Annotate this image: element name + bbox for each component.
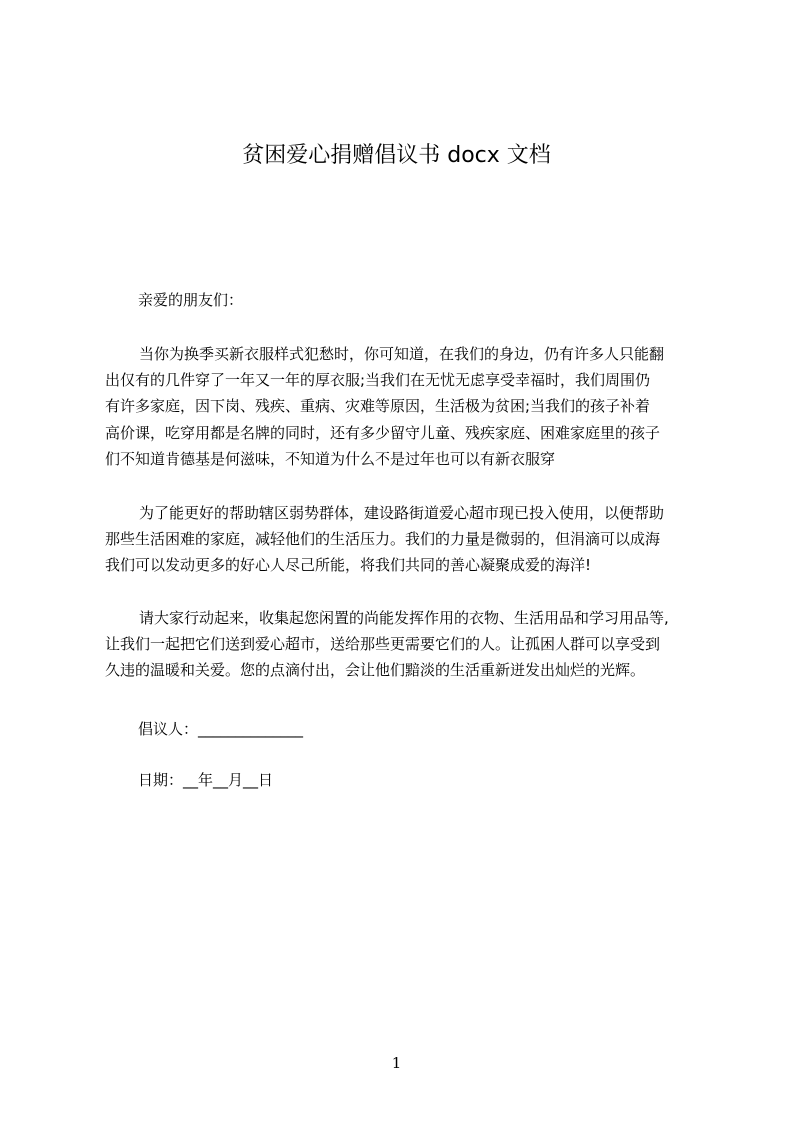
- greeting: 亲爱的朋友们：: [138, 291, 244, 309]
- paragraph-line: 高价课，吃穿用都是名牌的同时，还有多少留守儿童、残疾家庭、困难家庭里的孩子: [105, 423, 661, 442]
- page-number: 1: [391, 1054, 402, 1072]
- paragraph-3: [105, 605, 701, 684]
- date-line: 日期：__年__月__日: [138, 771, 274, 789]
- paragraph-line: 我们可以发动更多的好心人尽己所能，将我们共同的善心凝聚成爱的海洋!: [105, 556, 592, 575]
- paragraph-line: 有许多家庭，因下岗、残疾、重病、灾难等原因，生活极为贫困;当我们的孩子补着: [105, 397, 651, 416]
- paragraph-line: 那些生活困难的家庭，减轻他们的生活压力。我们的力量是微弱的，但涓滴可以成海: [105, 530, 661, 549]
- paragraph-line: 当你为换季买新衣服样式犯愁时，你可知道，在我们的身边，仍有许多人只能翻: [139, 345, 665, 363]
- paragraph-line: 为了能更好的帮助辖区弱势群体，建设路街道爱心超市现已投入使用，以便帮助: [139, 504, 665, 522]
- document-title: 贫困爱心捐赠倡议书 docx 文档: [242, 143, 551, 168]
- paragraph-1: [105, 341, 701, 472]
- paragraph-line: 让我们一起把它们送到爱心超市，送给那些更需要它们的人。让孤困人群可以享受到: [105, 635, 661, 654]
- paragraph-line: 们不知道肯德基是何滋味，不知道为什么不是过年也可以有新衣服穿: [105, 449, 556, 468]
- paragraph-2: [105, 500, 701, 579]
- paragraph-line: 出仅有的几件穿了一年又一年的厚衣服;当我们在无忧无虑享受幸福时，我们周围仍: [105, 371, 651, 390]
- paragraph-line: 请大家行动起来，收集起您闲置的尚能发挥作用的衣物、生活用品和学习用品等,: [139, 609, 669, 627]
- paragraph-line: 久违的温暖和关爱。您的点滴付出，会让他们黯淡的生活重新迸发出灿烂的光辉。: [105, 661, 646, 680]
- initiator-line: 倡议人：______________: [138, 720, 304, 738]
